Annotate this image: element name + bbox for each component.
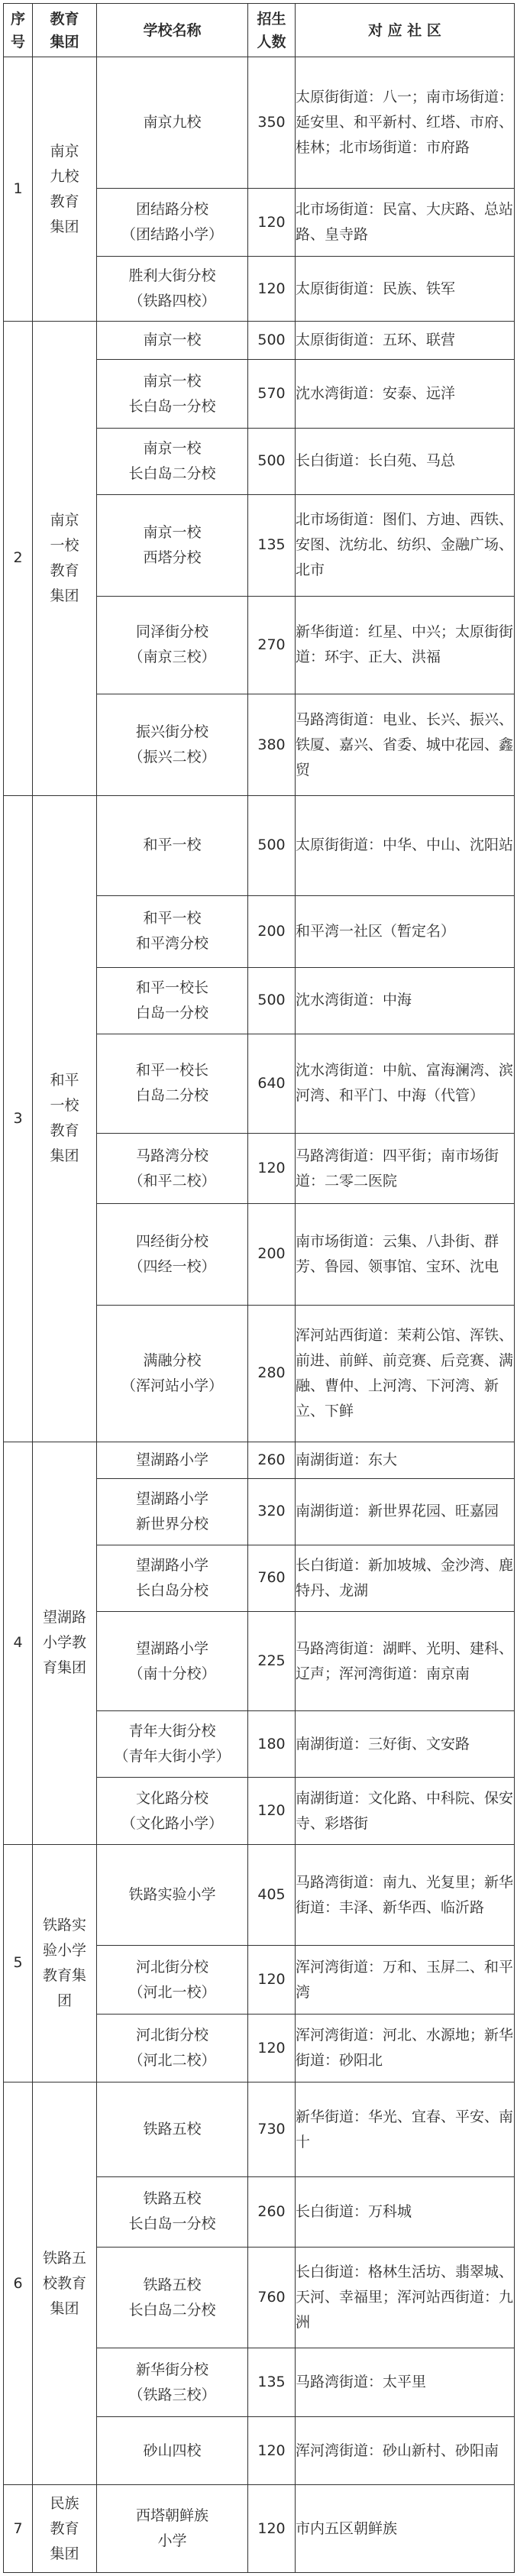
community-area-cell: 南湖街道：三好街、文安路 [296, 1711, 515, 1778]
table-row [4, 795, 515, 895]
school-name-cell [97, 1611, 248, 1711]
community-area-cell: 浑河湾街道：河北、水源地；新华街道：砂阳北 [296, 2014, 515, 2082]
school-name-cell [97, 1034, 248, 1134]
enrollment-count-cell: 570 [248, 360, 296, 428]
seq-cell: 3 [4, 795, 33, 1442]
community-area-cell: 马路湾街道：太平里 [296, 2348, 515, 2416]
community-area-cell: 太原街街道：八一；南市场街道：延安里、和平新村、红塔、市府、桂林；北市场街道：市府路 [296, 57, 515, 189]
group-name: 民族 教育 集团 [50, 2494, 79, 2562]
enrollment-count-cell: 120 [248, 2485, 296, 2573]
enrollment-count-cell: 135 [248, 494, 296, 596]
enrollment-count-cell: 280 [248, 1305, 296, 1442]
school-name-cell [97, 2014, 248, 2082]
school-name: 望湖路小学 （南十分校） [128, 1639, 216, 1682]
enrollment-count-cell: 120 [248, 2014, 296, 2082]
enrollment-count-cell: 380 [248, 694, 296, 796]
community-area-cell: 太原街街道：中华、中山、沈阳站 [296, 795, 515, 895]
community-area-cell: 南湖街道：东大 [296, 1442, 515, 1478]
enrollment-count-cell: 350 [248, 57, 296, 189]
community-area-cell: 沈水湾街道：安泰、远洋 [296, 360, 515, 428]
group-name-cell [33, 2485, 97, 2573]
school-name: 马路湾分校 （和平二校） [128, 1147, 216, 1189]
school-name: 振兴街分校 （振兴二校） [128, 723, 216, 766]
enrollment-count-cell: 200 [248, 895, 296, 967]
table-row [4, 1844, 515, 1946]
school-name: 团结路分校 （团结路小学） [121, 201, 223, 244]
enrollment-count-cell: 120 [248, 1946, 296, 2014]
enrollment-count-cell: 180 [248, 1711, 296, 1778]
school-name: 望湖路小学 长白岛分校 [135, 1556, 208, 1599]
community-area-cell: 太原街街道：民族、铁军 [296, 257, 515, 322]
school-name: 砂山四校 [143, 2442, 202, 2459]
school-name-cell [97, 1778, 248, 1844]
enrollment-count-cell: 120 [248, 1778, 296, 1844]
enrollment-count-cell: 135 [248, 2348, 296, 2416]
group-name-cell [33, 57, 97, 322]
community-area-cell: 南湖街道：新世界花园、旺嘉园 [296, 1478, 515, 1545]
school-name: 铁路实验小学 [128, 1886, 216, 1904]
school-name-cell [97, 895, 248, 967]
seq-cell: 5 [4, 1844, 33, 2082]
enrollment-table [3, 3, 515, 2573]
school-name-cell [97, 596, 248, 694]
table-row [4, 322, 515, 360]
group-name: 南京 一校 教育 集团 [50, 511, 79, 604]
school-name: 西塔朝鲜族 小学 [135, 2507, 208, 2550]
community-area-cell: 南湖街道：文化路、中科院、保安寺、彩塔街 [296, 1778, 515, 1844]
school-name: 南京一校 西塔分校 [143, 523, 202, 566]
group-name: 铁路五 校教育 集团 [42, 2249, 86, 2317]
community-area-cell: 和平湾一社区（暂定名） [296, 895, 515, 967]
enrollment-count-cell: 500 [248, 428, 296, 494]
seq-cell: 6 [4, 2082, 33, 2485]
group-name: 和平 一校 教育 集团 [50, 1072, 79, 1165]
group-name-cell [33, 1844, 97, 2082]
community-area-cell: 马路湾街道：电业、长兴、振兴、铁厦、嘉兴、省委、城中花园、鑫贸 [296, 694, 515, 796]
school-name: 同泽街分校 （南京三校） [128, 623, 216, 666]
community-area-cell: 北市场街道：民富、大庆路、总站路、皇寺路 [296, 188, 515, 256]
community-area-cell: 北市场街道：图们、方迪、西铁、安图、沈纺北、纺织、金融广场、北市 [296, 494, 515, 596]
school-name: 胜利大街分校 （铁路四校） [128, 267, 216, 310]
school-name: 河北街分校 （河北一校） [128, 1958, 216, 2001]
seq-cell: 7 [4, 2485, 33, 2573]
enrollment-count-cell: 260 [248, 2176, 296, 2247]
school-name: 望湖路小学 [135, 1451, 208, 1468]
school-name-cell [97, 1134, 248, 1204]
enrollment-count-cell: 730 [248, 2082, 296, 2177]
school-name: 文化路分校 （文化路小学） [121, 1789, 223, 1832]
table-header-row [4, 4, 515, 57]
group-name: 南京 九校 教育 集团 [50, 142, 79, 235]
school-name-cell [97, 1711, 248, 1778]
enrollment-count-cell: 260 [248, 1442, 296, 1478]
table-row [4, 1442, 515, 1478]
school-name: 南京一校 长白岛二分校 [128, 439, 216, 482]
group-name-cell [33, 1442, 97, 1844]
header-area: 对 应 社 区 [296, 4, 515, 57]
school-name: 满融分校 （浑河站小学） [121, 1351, 223, 1394]
community-area-cell: 马路湾街道：四平街；南市场街道：二零二医院 [296, 1134, 515, 1204]
school-name-cell [97, 1478, 248, 1545]
school-name-cell [97, 2348, 248, 2416]
table-body [4, 57, 515, 2573]
header-count: 招生 人数 [248, 4, 296, 57]
enrollment-count-cell: 500 [248, 967, 296, 1034]
community-area-cell: 长白街道：格林生活坊、翡翠城、天河、幸福里；浑河站西街道：九洲 [296, 2247, 515, 2348]
enrollment-count-cell: 640 [248, 1034, 296, 1134]
enrollment-count-cell: 120 [248, 2416, 296, 2484]
enrollment-count-cell: 120 [248, 257, 296, 322]
seq-cell: 2 [4, 322, 33, 796]
group-name-cell [33, 795, 97, 1442]
header-seq: 序 号 [4, 4, 33, 57]
school-name-cell [97, 2416, 248, 2484]
header-group: 教育 集团 [33, 4, 97, 57]
school-name-cell [97, 2176, 248, 2247]
community-area-cell: 长白街道：长白苑、马总 [296, 428, 515, 494]
community-area-cell: 沈水湾街道：中海 [296, 967, 515, 1034]
community-area-cell: 长白街道：万科城 [296, 2176, 515, 2247]
enrollment-count-cell: 500 [248, 795, 296, 895]
school-name-cell [97, 2485, 248, 2573]
community-area-cell: 沈水湾街道：中航、富海澜湾、滨河湾、和平门、中海（代管） [296, 1034, 515, 1134]
enrollment-count-cell: 270 [248, 596, 296, 694]
school-name: 和平一校长 白岛二分校 [135, 1062, 208, 1105]
table-row [4, 2082, 515, 2177]
school-name-cell [97, 2082, 248, 2177]
school-name: 铁路五校 [143, 2121, 202, 2138]
community-area-cell: 浑河湾街道：万和、玉屏二、和平湾 [296, 1946, 515, 2014]
group-name: 铁路实 验小学 教育集 团 [42, 1916, 86, 2009]
enrollment-count-cell: 225 [248, 1611, 296, 1711]
enrollment-count-cell: 200 [248, 1203, 296, 1305]
header-school: 学校名称 [97, 4, 248, 57]
school-name-cell [97, 57, 248, 189]
school-name-cell [97, 257, 248, 322]
school-name: 新华街分校 （铁路三校） [128, 2361, 216, 2403]
school-name: 和平一校 [143, 837, 202, 854]
enrollment-count-cell: 405 [248, 1844, 296, 1946]
school-name: 和平一校长 白岛一分校 [135, 979, 208, 1021]
school-name-cell [97, 2247, 248, 2348]
school-name: 南京一校 长白岛一分校 [128, 372, 216, 415]
community-area-cell: 新华街道：华光、宜春、平安、南十 [296, 2082, 515, 2177]
school-name: 和平一校 和平湾分校 [135, 910, 208, 953]
school-name-cell [97, 967, 248, 1034]
school-name-cell [97, 1442, 248, 1478]
school-name-cell [97, 188, 248, 256]
school-name: 河北街分校 （河北二校） [128, 2027, 216, 2069]
school-name: 铁路五校 长白岛一分校 [128, 2190, 216, 2233]
group-name: 望湖路 小学教 育集团 [42, 1609, 86, 1677]
community-area-cell: 市内五区朝鲜族 [296, 2485, 515, 2573]
school-name-cell [97, 428, 248, 494]
seq-cell: 4 [4, 1442, 33, 1844]
school-name: 四经街分校 （四经一校） [128, 1232, 216, 1275]
school-name-cell [97, 1545, 248, 1611]
community-area-cell: 太原街街道：五环、联营 [296, 322, 515, 360]
enrollment-count-cell: 320 [248, 1478, 296, 1545]
enrollment-count-cell: 760 [248, 1545, 296, 1611]
community-area-cell: 浑河站西街道：茉莉公馆、浑铁、前进、前鲜、前竞赛、后竞赛、满融、曹仲、上河湾、下河湾、新立、下鲜 [296, 1305, 515, 1442]
school-name-cell [97, 1946, 248, 2014]
community-area-cell: 新华街道：红星、中兴；太原街街道：环宇、正大、洪福 [296, 596, 515, 694]
community-area-cell: 长白街道：新加坡城、金沙湾、鹿特丹、龙湖 [296, 1545, 515, 1611]
school-name-cell [97, 1844, 248, 1946]
school-name: 南京九校 [143, 113, 202, 131]
school-name: 望湖路小学 新世界分校 [135, 1490, 208, 1532]
school-name-cell [97, 494, 248, 596]
school-name-cell [97, 1203, 248, 1305]
school-name-cell [97, 322, 248, 360]
school-name-cell [97, 795, 248, 895]
enrollment-count-cell: 120 [248, 1134, 296, 1204]
school-name: 铁路五校 长白岛二分校 [128, 2276, 216, 2319]
enrollment-count-cell: 500 [248, 322, 296, 360]
group-name-cell [33, 2082, 97, 2485]
community-area-cell: 马路湾街道：湖畔、光明、建科、辽声；浑河湾街道：南京南 [296, 1611, 515, 1711]
enrollment-count-cell: 760 [248, 2247, 296, 2348]
community-area-cell: 马路湾街道：南九、光复里；新华街道：丰泽、新华西、临沂路 [296, 1844, 515, 1946]
enrollment-count-cell: 120 [248, 188, 296, 256]
school-name-cell [97, 694, 248, 796]
school-name: 南京一校 [143, 332, 202, 349]
table-row [4, 2485, 515, 2573]
seq-cell: 1 [4, 57, 33, 322]
community-area-cell: 南市场街道：云集、八卦街、群芳、鲁园、领事馆、宝环、沈电 [296, 1203, 515, 1305]
table-row [4, 57, 515, 189]
school-name: 青年大街分校 （青年大街小学） [114, 1723, 231, 1765]
group-name-cell [33, 322, 97, 796]
school-name-cell [97, 360, 248, 428]
community-area-cell: 浑河湾街道：砂山新村、砂阳南 [296, 2416, 515, 2484]
school-name-cell [97, 1305, 248, 1442]
